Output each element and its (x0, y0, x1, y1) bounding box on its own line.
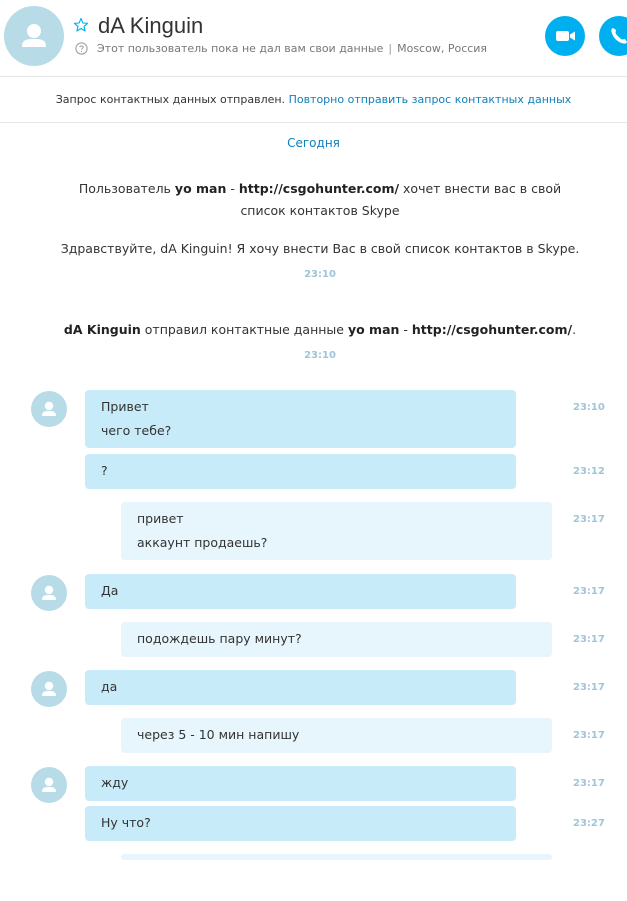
message-bubble-incoming[interactable] (85, 806, 516, 841)
message-time: 23:12 (573, 466, 605, 477)
video-camera-icon (545, 16, 585, 56)
message-bubble-outgoing-partial[interactable] (121, 854, 552, 860)
message-time: 23:10 (573, 402, 605, 413)
contact-status-row (75, 42, 487, 55)
message-time: 23:17 (573, 514, 605, 525)
sys-suffix: хочет внести вас в свой список контактов Skype (240, 181, 562, 218)
message-text: чего тебе? (101, 423, 172, 438)
sys-middle: отправил контактные данные (144, 322, 344, 337)
contact-request-message (60, 178, 580, 222)
message-bubble-outgoing[interactable] (121, 622, 552, 657)
video-call-button[interactable] (545, 16, 585, 56)
phone-icon (599, 16, 627, 56)
contact-name[interactable]: dA Kinguin (98, 13, 204, 38)
message-bubble-incoming[interactable] (85, 766, 516, 801)
date-separator: Сегодня (287, 136, 340, 150)
message-text: через 5 - 10 мин напишу (137, 727, 300, 742)
sys-url[interactable]: http://csgohunter.com/ (238, 181, 400, 196)
sender-avatar[interactable] (31, 391, 67, 427)
message-bubble-outgoing[interactable] (121, 502, 552, 560)
sender-avatar[interactable] (31, 767, 67, 803)
user-silhouette-icon (31, 767, 67, 803)
user-silhouette-icon (31, 391, 67, 427)
contact-avatar[interactable] (4, 6, 64, 66)
sys-user: yo man (347, 322, 400, 337)
system-message-time: 23:10 (304, 350, 336, 361)
sys-dash: - (403, 322, 408, 337)
sys-user: yo man (174, 181, 227, 196)
resend-request-link[interactable]: Повторно отправить запрос контактных данных (288, 93, 572, 106)
message-text: Привет (101, 399, 149, 414)
sys-prefix: Пользователь (78, 181, 171, 196)
message-text: аккаунт продаешь? (137, 535, 268, 550)
message-bubble-incoming[interactable] (85, 670, 516, 705)
message-time: 23:17 (573, 586, 605, 597)
message-bubble-incoming[interactable] (85, 574, 516, 609)
sender-avatar[interactable] (31, 575, 67, 611)
message-text: подождешь пару минут? (137, 631, 302, 646)
contact-request-bar (0, 77, 627, 123)
user-silhouette-icon (4, 6, 64, 66)
message-bubble-outgoing[interactable] (121, 718, 552, 753)
sys-sender: dA Kinguin (63, 322, 141, 337)
sender-avatar[interactable] (31, 671, 67, 707)
message-text: Ну что? (101, 815, 151, 830)
sys-url[interactable]: http://csgohunter.com/ (411, 322, 573, 337)
conversation-header (0, 0, 627, 77)
contact-info-sent-message (60, 319, 580, 341)
message-time: 23:17 (573, 778, 605, 789)
request-sent-text: Запрос контактных данных отправлен. (55, 93, 286, 106)
message-bubble-incoming[interactable] (85, 454, 516, 489)
message-time: 23:17 (573, 682, 605, 693)
status-separator: | (388, 42, 393, 55)
message-time: 23:27 (573, 818, 605, 829)
contact-request-greeting: Здравствуйте, dA Kinguin! Я хочу внести Вас в свой список контактов в Skype. (60, 241, 580, 256)
message-bubble-incoming[interactable] (85, 390, 516, 448)
message-text: ? (101, 463, 108, 478)
user-silhouette-icon (31, 575, 67, 611)
message-time: 23:17 (573, 634, 605, 645)
message-text: привет (137, 511, 184, 526)
star-icon[interactable] (73, 17, 89, 33)
sys-dash: - (230, 181, 235, 196)
message-time: 23:17 (573, 730, 605, 741)
user-silhouette-icon (31, 671, 67, 707)
audio-call-button[interactable] (599, 16, 627, 56)
contact-location: Moscow, Россия (397, 42, 488, 55)
message-text: да (101, 679, 118, 694)
message-text: жду (101, 775, 129, 790)
status-text: Этот пользователь пока не дал вам свои данные (97, 42, 384, 55)
question-icon[interactable] (75, 42, 88, 55)
sys-end: . (572, 322, 577, 337)
system-message-time: 23:10 (304, 269, 336, 280)
message-text: Да (101, 583, 119, 598)
